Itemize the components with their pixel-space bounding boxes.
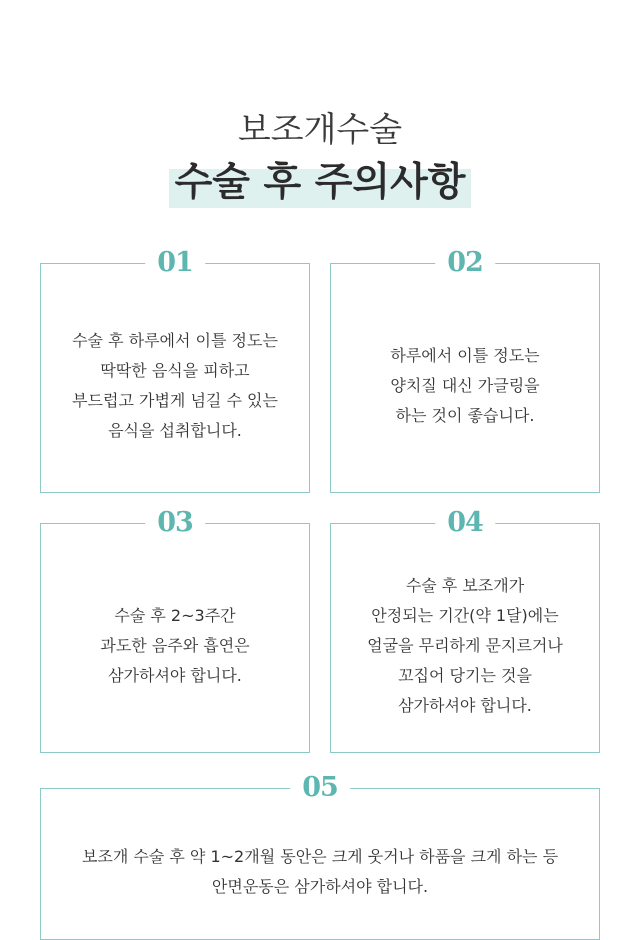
card-line: 수술 후 보조개가 xyxy=(405,576,525,595)
card-number: 01 xyxy=(145,246,205,280)
card-number: 04 xyxy=(435,506,495,540)
caution-card-02 xyxy=(330,247,600,493)
card-line: 딱딱한 음식을 피하고 xyxy=(100,361,250,380)
card-text xyxy=(41,601,309,691)
card-line: 과도한 음주와 흡연은 xyxy=(100,636,250,655)
card-line: 하루에서 이틀 정도는 xyxy=(390,346,540,365)
caution-card-04 xyxy=(330,507,600,753)
card-line: 음식을 섭취합니다. xyxy=(108,421,242,440)
card-text xyxy=(41,326,309,446)
card-line: 꼬집어 당기는 것을 xyxy=(398,666,532,685)
page-title: 수술 후 주의사항 xyxy=(169,158,472,208)
card-line: 양치질 대신 가글링을 xyxy=(390,376,540,395)
card-text xyxy=(331,571,599,721)
card-line: 안정되는 기간(약 1달)에는 xyxy=(371,606,559,625)
caution-card-01 xyxy=(40,247,310,493)
caution-card-05 xyxy=(40,772,600,940)
card-line: 부드럽고 가볍게 넘길 수 있는 xyxy=(72,391,278,410)
card-line: 하는 것이 좋습니다. xyxy=(395,406,535,425)
card-line: 수술 후 하루에서 이틀 정도는 xyxy=(72,331,278,350)
card-line: 얼굴을 무리하게 문지르거나 xyxy=(367,636,563,655)
card-line: 수술 후 2~3주간 xyxy=(114,606,236,625)
card-line: 삼가하셔야 합니다. xyxy=(398,696,532,715)
card-text xyxy=(331,341,599,431)
card-text xyxy=(41,842,599,902)
card-line: 삼가하셔야 합니다. xyxy=(108,666,242,685)
card-number: 03 xyxy=(145,506,205,540)
page-subtitle: 보조개수술 xyxy=(237,110,403,150)
card-number: 05 xyxy=(290,771,350,805)
card-line: 보조개 수술 후 약 1~2개월 동안은 크게 웃거나 하품을 크게 하는 등 xyxy=(81,847,559,866)
card-line: 안면운동은 삼가하셔야 합니다. xyxy=(211,877,429,896)
card-number: 02 xyxy=(435,246,495,280)
page-title-wrap xyxy=(0,158,640,208)
caution-card-03 xyxy=(40,507,310,753)
